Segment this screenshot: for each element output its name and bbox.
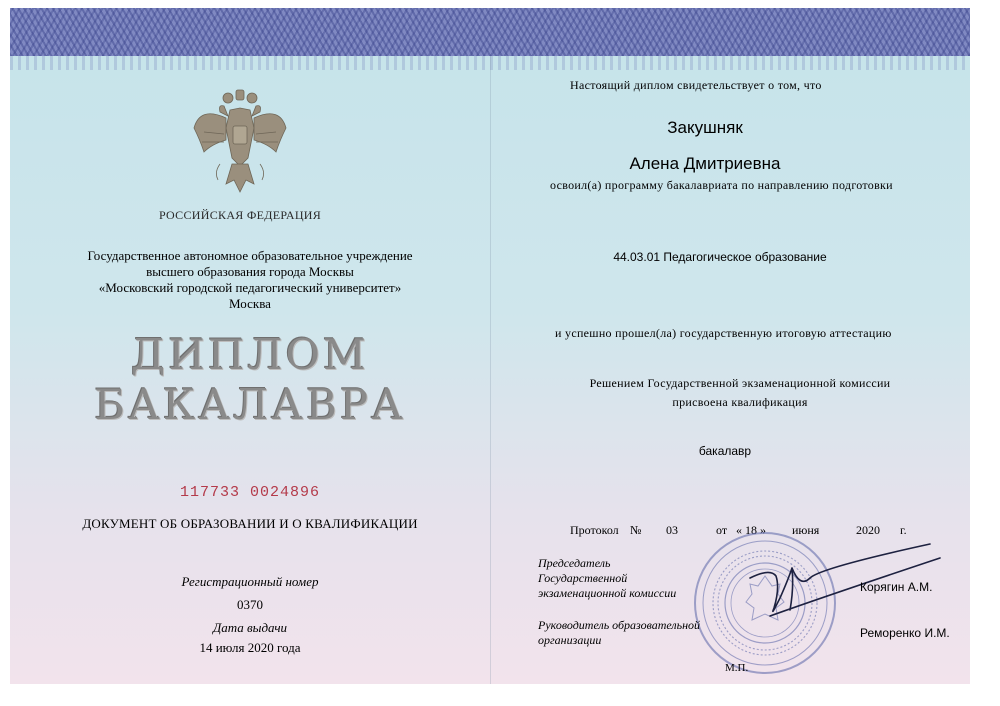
chair-name: Корягин А.М. — [860, 580, 933, 594]
issue-date: 14 июля 2020 года — [199, 640, 301, 655]
mastered-text: освоил(а) программу бакалавриата по направлению подготовки — [550, 178, 893, 192]
certifies-text: Настоящий диплом свидетельствует о том, что — [570, 78, 822, 92]
protocol-from: от — [716, 523, 728, 537]
program-name: 44.03.01 Педагогическое образование — [613, 250, 827, 264]
title-line: ДИПЛОМ — [131, 330, 369, 379]
protocol-label: Протокол — [570, 523, 619, 537]
institution-block — [50, 248, 450, 312]
serial-number: 117733 0024896 — [179, 484, 321, 501]
title-line: БАКАЛАВРА — [94, 380, 406, 429]
guilloche-top-band — [10, 8, 970, 56]
center-fold — [490, 56, 491, 684]
diploma-sheet — [10, 8, 970, 684]
head-name: Реморенко И.М. — [860, 626, 950, 640]
holder-given-names: Алена Дмитриевна — [629, 154, 781, 173]
institution-city: Москва — [229, 296, 271, 311]
holder-surname: Закушняк — [667, 118, 743, 137]
chair-role-line: Государственной — [538, 571, 628, 585]
head-role-line: Руководитель образовательной — [538, 618, 701, 632]
issue-date-label: Дата выдачи — [212, 620, 288, 635]
protocol-month: июня — [792, 523, 820, 537]
country-label: РОССИЙСКАЯ ФЕДЕРАЦИЯ — [158, 208, 322, 222]
stamp-place: М.П. — [725, 662, 749, 674]
protocol-day: « 18 » — [736, 523, 766, 537]
chair-role-line: Председатель — [538, 556, 611, 570]
head-role — [538, 618, 738, 648]
registration-label: Регистрационный номер — [181, 574, 319, 589]
protocol-number: 03 — [666, 523, 678, 537]
attestation-text: и успешно прошел(ла) государственную итоговую аттестацию — [555, 326, 892, 340]
protocol-year-suffix: г. — [900, 523, 907, 537]
chair-role-line: экзаменационной комиссии — [538, 586, 677, 600]
head-role-line: организации — [538, 633, 602, 647]
registration-number: 0370 — [237, 597, 263, 612]
document-type: ДОКУМЕНТ ОБ ОБРАЗОВАНИИ И О КВАЛИФИКАЦИИ — [82, 516, 418, 531]
commission-decision — [550, 374, 930, 412]
institution-line: «Московский городской педагогический университет» — [98, 280, 402, 295]
qualification: бакалавр — [698, 444, 752, 458]
decision-line: Решением Государственной экзаменационной комиссии — [589, 376, 891, 390]
protocol-year: 2020 — [856, 523, 880, 537]
institution-line: высшего образования города Москвы — [146, 264, 354, 279]
diploma-title — [50, 330, 450, 430]
coat-of-arms-emblem — [190, 88, 290, 198]
decision-line: присвоена квалификация — [672, 395, 808, 409]
protocol-no-sign: № — [630, 523, 642, 537]
institution-line: Государственное автономное образовательное учреждение — [87, 248, 413, 263]
chair-role — [538, 556, 718, 601]
